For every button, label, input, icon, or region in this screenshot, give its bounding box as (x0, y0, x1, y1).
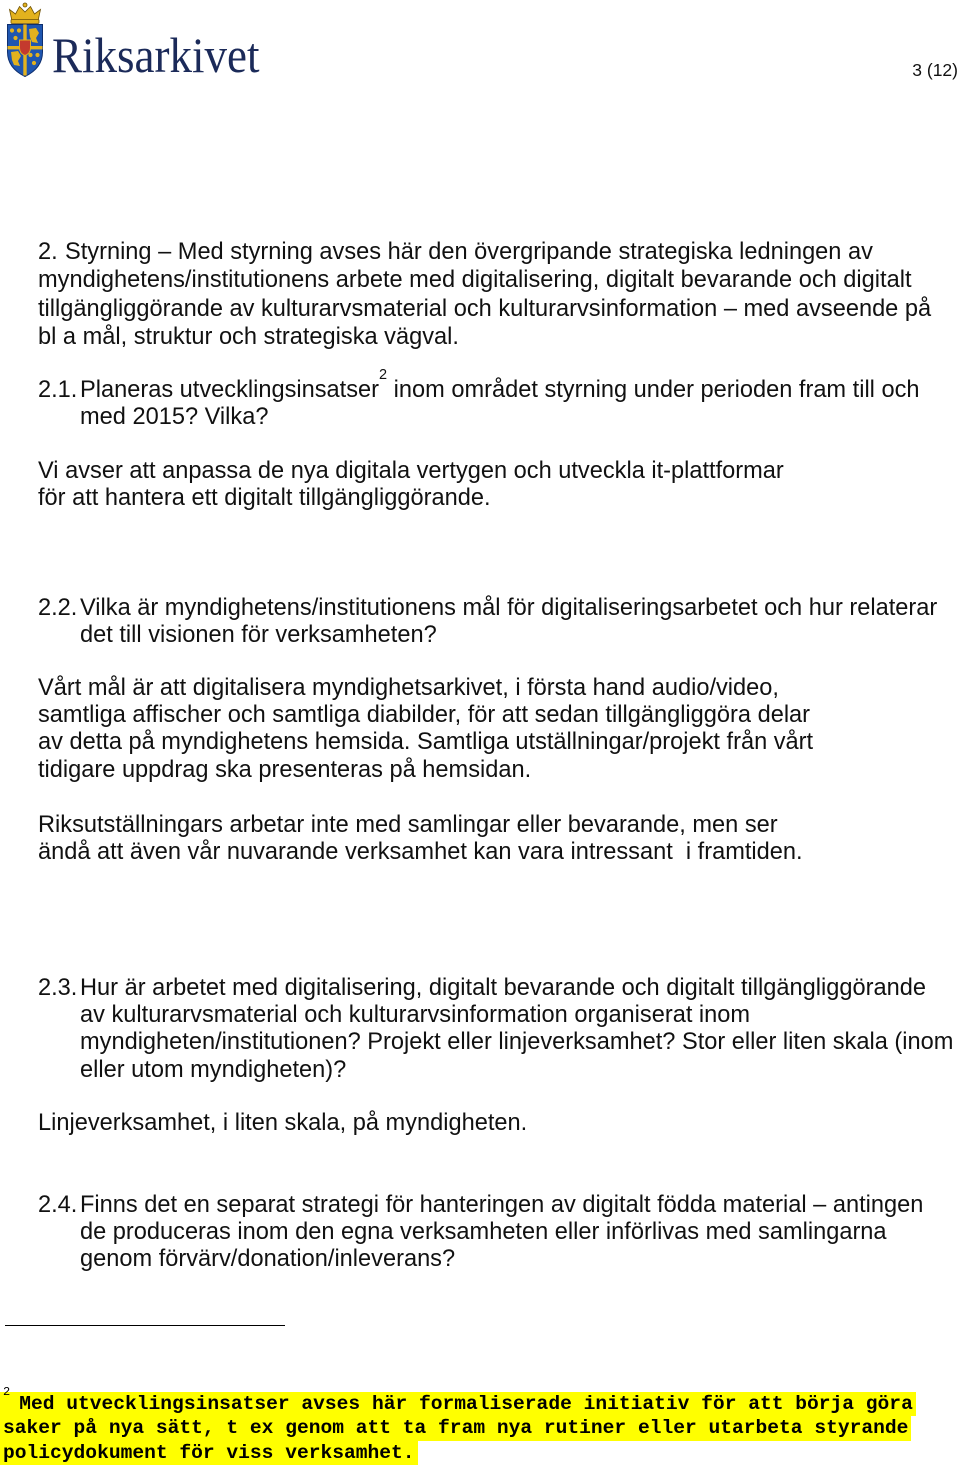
question-text-segment: inom området styrning under perioden fram till och (387, 377, 920, 403)
coat-of-arms-icon (3, 2, 47, 78)
question-text-line: eller utom myndigheten)? (80, 1056, 347, 1083)
inescutcheon-icon (20, 40, 31, 56)
page-number: 3 (12) (912, 60, 958, 80)
answer-line: samtliga affischer och samtliga diabilder, för att sedan tillgängliggöra delar (38, 702, 811, 729)
question-2-3 (38, 975, 953, 1084)
answer-line: Linjeverksamhet, i liten skala, på myndigheten. (38, 1110, 528, 1136)
footnote-separator (5, 1325, 285, 1326)
question-number: 2.4. (38, 1192, 78, 1218)
footnote-text: policydokument för viss verksamhet. (3, 1441, 415, 1464)
crown-icon (10, 3, 41, 24)
question-text-line: Hur är arbetet med digitalisering, digitalt bevarande och digitalt tillgängliggörande (80, 975, 926, 1001)
question-text-line: de produceras inom den egna verksamheten eller införlivas med samlingarna (80, 1219, 887, 1246)
answer-line: tidigare uppdrag ska presenteras på hemsidan. (38, 756, 532, 783)
answer-line: ändå att även vår nuvarande verksamhet kan vara intressant i framtiden. (38, 839, 803, 866)
footnote-line (0, 1441, 916, 1465)
question-text (80, 595, 937, 649)
question-text-line (80, 367, 920, 404)
footnote-highlight (0, 1416, 911, 1440)
section-intro-line: bl a mål, struktur och strategiska vägval. (38, 323, 459, 350)
question-text-line: med 2015? Vilka? (80, 404, 269, 431)
footnote-text: Med utvecklingsinsatser avses här formaliserade initiativ för att börja göra (19, 1393, 913, 1415)
question-number: 2.1. (38, 377, 78, 403)
logo-wordmark: Riksarkivet (52, 27, 260, 83)
question-text (80, 975, 953, 1084)
question-text-line: av kulturarvsmaterial och kulturarvsinformation organiserat inom (80, 1002, 751, 1029)
section-intro-line: tillgängliggörande av kulturarvsmaterial och kulturarvsinformation – med avseende på (38, 295, 932, 322)
footnote-line (0, 1416, 916, 1440)
question-text (80, 367, 920, 431)
question-2-4 (38, 1192, 923, 1274)
question-text-line: genom förvärv/donation/inleverans? (80, 1246, 456, 1273)
answer-line: för att hantera ett digitalt tillgängliggörande. (38, 485, 491, 512)
section-intro-line (38, 238, 931, 266)
question-2-2 (38, 595, 937, 649)
answer-line: Vårt mål är att digitalisera myndighetsarkivet, i första hand audio/video, (38, 675, 779, 701)
answer-line: Vi avser att anpassa de nya digitala vertygen och utveckla it-plattformar (38, 458, 784, 484)
footnote-highlight (0, 1385, 916, 1416)
footnote-highlight (0, 1441, 418, 1465)
answer-2-3 (38, 1110, 527, 1137)
answer-line: av detta på myndighetens hemsida. Samtliga utställningar/projekt från vårt (38, 729, 814, 756)
footnote-line (0, 1385, 916, 1416)
section-intro (38, 238, 931, 351)
question-number: 2.3. (38, 975, 78, 1001)
question-text-line: Vilka är myndighetens/institutionens mål för digitaliseringsarbetet och hur relaterar (80, 595, 938, 621)
footnote-number: 2 (3, 1385, 11, 1400)
footnote-reference: 2 (379, 367, 388, 384)
answer-line: Riksutställningars arbetar inte med samlingar eller bevarande, men ser (38, 812, 778, 838)
footnote (0, 1385, 916, 1465)
answer-2-2-paragraph-2 (38, 812, 803, 866)
question-text-segment: Planeras utvecklingsinsatser (80, 377, 380, 403)
question-text-line: Finns det en separat strategi för hanteringen av digitalt födda material – antingen (80, 1192, 924, 1218)
answer-2-1 (38, 458, 784, 512)
shield-icon (8, 25, 43, 77)
question-number: 2.2. (38, 595, 78, 621)
question-text (80, 1192, 923, 1274)
answer-2-2-paragraph-1 (38, 675, 813, 784)
section-intro-line: myndighetens/institutionens arbete med digitalisering, digitalt bevarande och digitalt (38, 267, 912, 294)
section-intro-text: Styrning – Med styrning avses här den övergripande strategiska ledningen av (65, 239, 873, 265)
question-text-line: det till visionen för verksamheten? (80, 622, 437, 649)
section-number: 2. (38, 239, 58, 265)
footnote-text: saker på nya sätt, t ex genom att ta fram nya rutiner eller utarbeta styrande (3, 1417, 909, 1440)
question-2-1 (38, 367, 920, 431)
question-text-line: myndigheten/institutionen? Projekt eller linjeverksamhet? Stor eller liten skala (inom (80, 1029, 954, 1056)
